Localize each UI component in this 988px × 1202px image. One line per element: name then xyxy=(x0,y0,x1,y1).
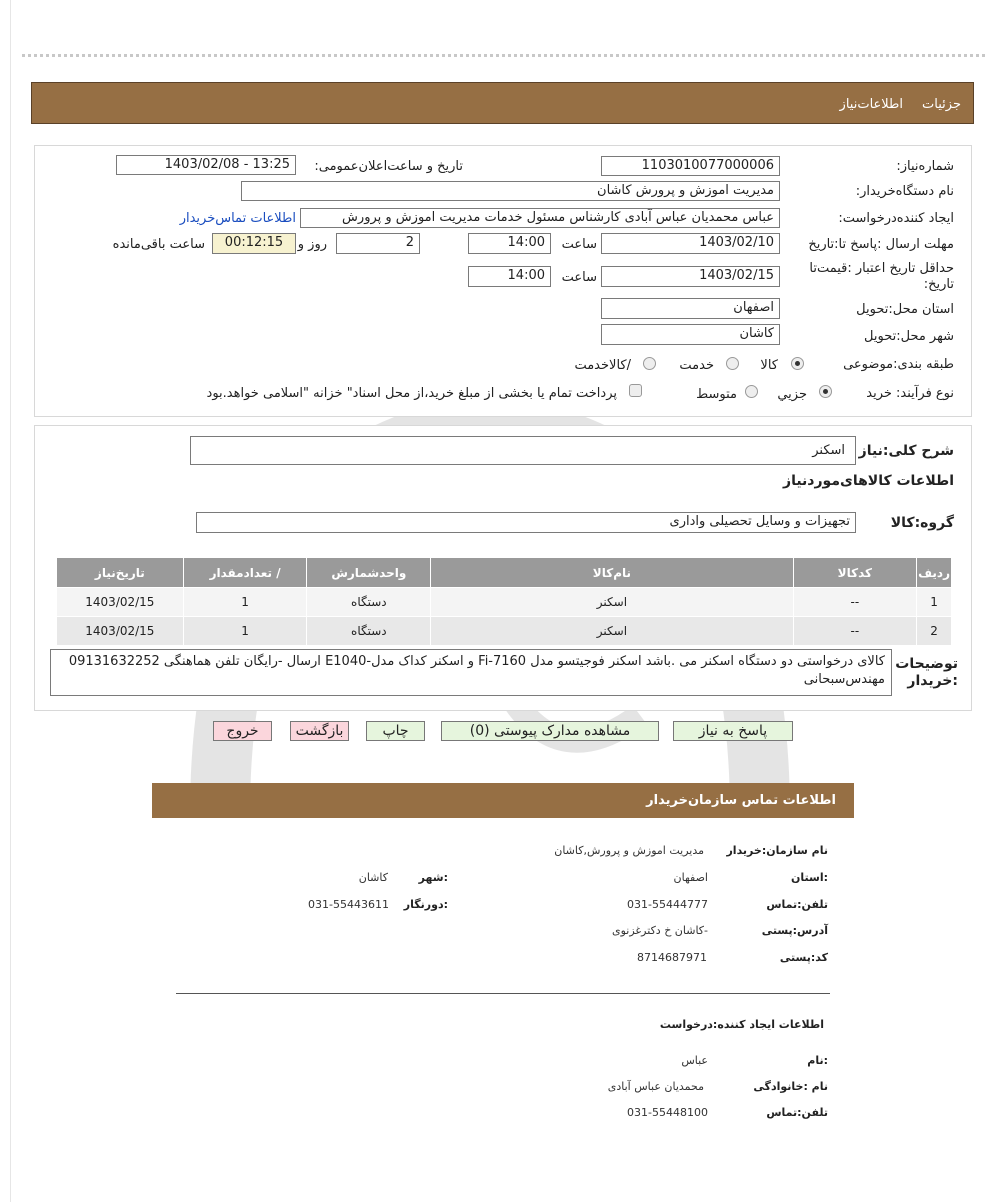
category-service-label: خدمت xyxy=(679,358,714,373)
process-medium-radio[interactable] xyxy=(745,385,758,398)
table-row xyxy=(57,588,952,617)
city-label: شهر محل:تحویل xyxy=(864,329,954,344)
buyer-notes-label: توضیحات :خریدار xyxy=(895,656,958,689)
category-label: طبقه بندی:موضوعی xyxy=(843,357,954,372)
validity-time-field: 14:00 xyxy=(468,266,551,287)
goods-group-field: تجهیزات و وسایل تحصیلی واداری xyxy=(196,512,856,533)
creator-phone-value: 031-55448100 xyxy=(627,1106,708,1119)
need-number-field: 1103010077000006 xyxy=(601,156,780,176)
deadline-date-field: 1403/02/10 xyxy=(601,233,780,254)
category-service-radio[interactable] xyxy=(726,357,739,370)
creator-field: عباس محمدیان عباس آبادی کارشناس مسئول خدمات مدیریت اموزش و پرورش xyxy=(300,208,780,228)
deadline-label: مهلت ارسال :پاسخ تا:تاریخ xyxy=(808,237,954,252)
contact-address-label: آدرس:پستی xyxy=(761,924,828,937)
attachments-button[interactable]: مشاهده مدارک پیوستی (0) xyxy=(441,721,659,741)
cell-name: اسکنر xyxy=(431,617,793,646)
goods-group-label: گروه:کالا xyxy=(890,515,954,531)
cell-qty: 1 xyxy=(183,617,307,646)
contact-city-label: :شهر xyxy=(418,871,448,884)
contact-address-value: -کاشان خ دکترغزنوی xyxy=(612,924,708,937)
col-qty: / تعدادمقدار xyxy=(183,558,307,588)
header-details-link[interactable]: جزئیات xyxy=(922,97,961,112)
cell-code: -- xyxy=(793,617,917,646)
process-partial-label: جزیي xyxy=(777,387,807,402)
goods-info-title: اطلاعات کالاهای‌موردنیاز xyxy=(783,473,954,489)
col-date: تاریخ‌نیاز xyxy=(57,558,184,588)
col-name: نام‌کالا xyxy=(431,558,793,588)
contact-province-label: :استان xyxy=(791,871,828,884)
need-number-label: شماره‌نیاز: xyxy=(896,159,954,174)
col-unit: واحدشمارش xyxy=(307,558,431,588)
deadline-time-label: ساعت xyxy=(561,237,597,252)
treasury-payment-checkbox[interactable] xyxy=(629,384,642,397)
process-label: نوع فرآیند: خرید xyxy=(866,386,954,401)
contact-city-value: کاشان xyxy=(358,871,388,884)
contact-phone-value: 031-55444777 xyxy=(627,898,708,911)
creator-label: ایجاد کننده‌درخواست: xyxy=(838,211,954,226)
top-dotted-divider xyxy=(22,54,985,57)
buyer-contact-link[interactable]: اطلاعات تماس‌خریدار xyxy=(179,211,296,226)
creator-family-value: محمدیان عباس آبادی xyxy=(607,1080,704,1093)
category-both-radio[interactable] xyxy=(643,357,656,370)
days-field: 2 xyxy=(336,233,420,254)
process-partial-radio[interactable] xyxy=(819,385,832,398)
creator-name-value: عباس xyxy=(681,1054,708,1067)
category-goods-label: کالا xyxy=(760,358,778,373)
category-both-label: /کالاخدمت xyxy=(574,358,631,373)
contact-org-value: مدیریت اموزش و پرورش,کاشان xyxy=(554,844,704,857)
summary-field: اسکنر xyxy=(190,436,856,465)
treasury-payment-note: پرداخت تمام یا بخشی از مبلغ خرید،از محل اسناد" خزانه "اسلامی خواهد.بود xyxy=(206,386,617,401)
cell-qty: 1 xyxy=(183,588,307,617)
contact-postal-label: کد:پستی xyxy=(779,951,828,964)
remaining-time-field: 00:12:15 xyxy=(212,233,296,254)
validity-time-label: ساعت xyxy=(561,270,597,285)
cell-code: -- xyxy=(793,588,917,617)
announce-label: تاریخ و ساعت‌اعلان‌عمومی: xyxy=(314,159,463,174)
contact-fax-value: 031-55443611 xyxy=(308,898,389,911)
contact-org-label: نام سازمان:خریدار xyxy=(726,844,828,857)
cell-name: اسکنر xyxy=(431,588,793,617)
province-label: استان محل:تحویل xyxy=(856,302,954,317)
cell-date: 1403/02/15 xyxy=(57,617,184,646)
creator-phone-label: تلفن:تماس xyxy=(766,1106,828,1119)
col-row: ردیف xyxy=(917,558,952,588)
need-info-header xyxy=(31,82,974,124)
days-label: روز و xyxy=(297,237,327,252)
contact-header xyxy=(152,783,854,818)
print-button[interactable]: چاپ xyxy=(366,721,425,741)
contact-header-title: اطلاعات تماس سازمان‌خریدار xyxy=(646,793,836,808)
deadline-time-field: 14:00 xyxy=(468,233,551,254)
cell-row: 1 xyxy=(917,588,952,617)
cell-unit: دستگاه xyxy=(307,617,431,646)
buyer-org-label: نام دستگاه‌خریدار: xyxy=(855,184,954,199)
contact-phone-label: تلفن:تماس xyxy=(766,898,828,911)
validity-date-field: 1403/02/15 xyxy=(601,266,780,287)
creator-name-label: :نام xyxy=(807,1054,828,1067)
page-left-rule xyxy=(10,0,11,1202)
announce-field: 1403/02/08 - 13:25 xyxy=(116,155,296,175)
creator-info-title: اطلاعات ایجاد کننده:درخواست xyxy=(659,1018,824,1031)
cell-date: 1403/02/15 xyxy=(57,588,184,617)
back-button[interactable]: بازگشت xyxy=(290,721,349,741)
table-row xyxy=(57,617,952,646)
validity-label: حداقل تاریخ اعتبار :قیمت‌تا تاریخ: xyxy=(809,261,954,292)
city-field: کاشان xyxy=(601,324,780,345)
header-title: اطلاعات‌نیاز xyxy=(839,97,903,112)
province-field: اصفهان xyxy=(601,298,780,319)
contact-divider xyxy=(176,993,830,994)
process-medium-label: متوسط xyxy=(696,387,737,402)
contact-fax-label: :دورنگار xyxy=(403,898,448,911)
reply-button[interactable]: پاسخ به نیاز xyxy=(673,721,793,741)
buyer-notes-field: کالای درخواستی دو دستگاه اسکنر می .باشد اسکنر فوجیتسو مدل Fi-7160 و اسکنر کداک مدل-E1040 ارسال -رایگان تلفن هماهنگی 09131632252 مهندس‌سبحانی xyxy=(50,649,892,696)
goods-table xyxy=(56,557,952,646)
cell-unit: دستگاه xyxy=(307,588,431,617)
buyer-org-field: مدیریت اموزش و پرورش کاشان xyxy=(241,181,780,201)
contact-province-value: اصفهان xyxy=(673,871,708,884)
exit-button[interactable]: خروج xyxy=(213,721,272,741)
goods-table-header xyxy=(57,558,952,588)
contact-postal-value: 8714687971 xyxy=(637,951,707,964)
summary-label: شرح کلی:نیاز xyxy=(858,443,954,459)
creator-family-label: نام :خانوادگی xyxy=(753,1080,828,1093)
cell-row: 2 xyxy=(917,617,952,646)
category-goods-radio[interactable] xyxy=(791,357,804,370)
remaining-label: ساعت باقی‌مانده xyxy=(112,237,205,252)
col-code: کدکالا xyxy=(793,558,917,588)
